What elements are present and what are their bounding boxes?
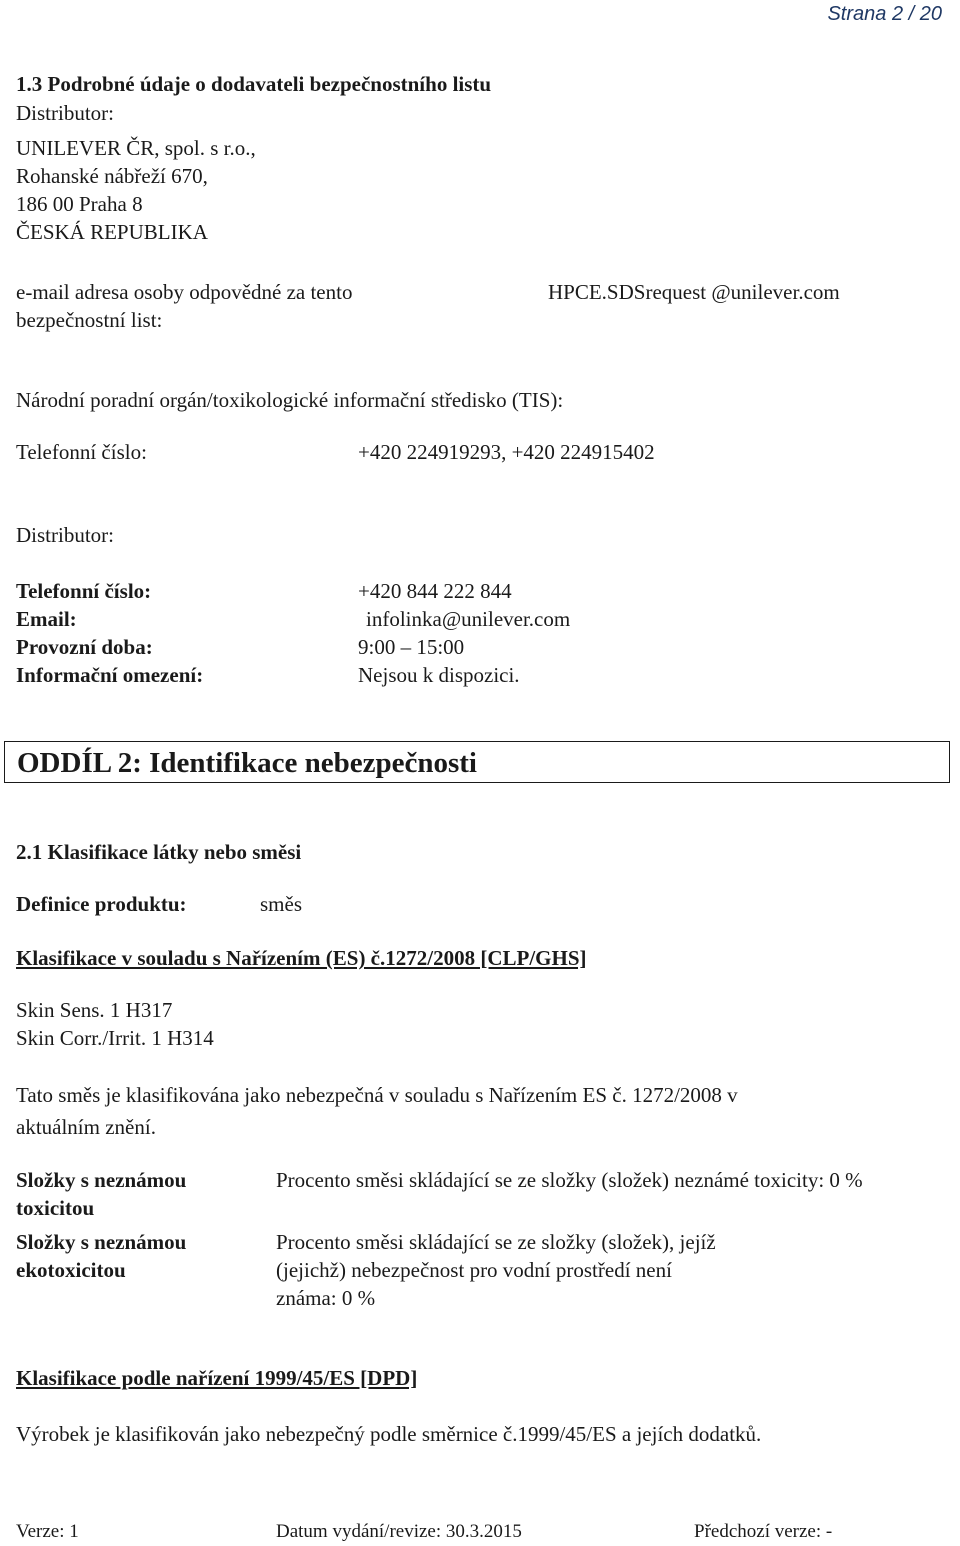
definition-value: směs bbox=[260, 892, 302, 916]
address-line: Rohanské nábřeží 670, bbox=[16, 164, 208, 188]
footer-previous-version: Předchozí verze: - bbox=[694, 1521, 833, 1542]
dpd-statement: Výrobek je klasifikován jako nebezpečný podle směrnice č.1999/45/ES a jejích dodatků. bbox=[16, 1422, 762, 1446]
hazard-class: Skin Corr./Irrit. 1 H314 bbox=[16, 1026, 214, 1050]
address-line: UNILEVER ČR, spol. s r.o., bbox=[16, 136, 256, 160]
unknown-ecotoxicity-label: ekotoxicitou bbox=[16, 1258, 126, 1282]
tis-heading: Národní poradní orgán/toxikologické informační středisko (TIS): bbox=[16, 388, 564, 412]
address-line: ČESKÁ REPUBLIKA bbox=[16, 220, 208, 244]
unknown-ecotoxicity-label: Složky s neznámou bbox=[16, 1230, 187, 1254]
address-line: 186 00 Praha 8 bbox=[16, 192, 143, 216]
page-number: Strana 2 / 20 bbox=[827, 3, 942, 25]
section-2-title: ODDÍL 2: Identifikace nebezpečnosti bbox=[17, 747, 477, 779]
hazard-class: Skin Sens. 1 H317 bbox=[16, 998, 173, 1022]
footer-version: Verze: 1 bbox=[16, 1521, 79, 1542]
email-label: bezpečnostní list: bbox=[16, 308, 163, 332]
contact-label: Email: bbox=[16, 607, 77, 631]
contact-value: infolinka@unilever.com bbox=[366, 607, 571, 631]
tis-phone-value: +420 224919293, +420 224915402 bbox=[358, 440, 655, 464]
classification-statement: Tato směs je klasifikována jako nebezpečná v souladu s Nařízením ES č. 1272/2008 v bbox=[16, 1083, 738, 1107]
distributor-contact-heading: Distributor: bbox=[16, 523, 114, 547]
clp-heading: Klasifikace v souladu s Nařízením (ES) č.1272/2008 [CLP/GHS] bbox=[16, 946, 587, 970]
unknown-ecotoxicity-value: známa: 0 % bbox=[276, 1286, 376, 1310]
dpd-heading: Klasifikace podle nařízení 1999/45/ES [DPD] bbox=[16, 1366, 418, 1390]
classification-subheading: 2.1 Klasifikace látky nebo směsi bbox=[16, 840, 302, 864]
email-value: HPCE.SDSrequest @unilever.com bbox=[548, 280, 840, 304]
unknown-ecotoxicity-value: (jejichž) nebezpečnost pro vodní prostředí není bbox=[276, 1258, 672, 1282]
unknown-toxicity-value: Procento směsi skládající se ze složky (složek) neznámé toxicity: 0 % bbox=[276, 1168, 863, 1192]
definition-label: Definice produktu: bbox=[16, 892, 187, 916]
unknown-ecotoxicity-value: Procento směsi skládající se ze složky (složek), jejíž bbox=[276, 1230, 716, 1254]
contact-label: Provozní doba: bbox=[16, 635, 153, 659]
section-2-box bbox=[4, 741, 950, 783]
distributor-label: Distributor: bbox=[16, 101, 114, 125]
contact-value: 9:00 – 15:00 bbox=[358, 635, 465, 659]
email-label: e-mail adresa osoby odpovědné za tento bbox=[16, 280, 353, 304]
contact-label: Informační omezení: bbox=[16, 663, 204, 687]
footer-issue-date: Datum vydání/revize: 30.3.2015 bbox=[276, 1521, 522, 1542]
supplier-heading: 1.3 Podrobné údaje o dodavateli bezpečnostního listu bbox=[16, 72, 492, 96]
unknown-toxicity-label: toxicitou bbox=[16, 1196, 95, 1220]
contact-value: +420 844 222 844 bbox=[358, 579, 512, 603]
contact-value: Nejsou k dispozici. bbox=[358, 663, 520, 687]
classification-statement: aktuálním znění. bbox=[16, 1115, 156, 1139]
contact-label: Telefonní číslo: bbox=[16, 579, 152, 603]
tis-phone-label: Telefonní číslo: bbox=[16, 440, 147, 464]
unknown-toxicity-label: Složky s neznámou bbox=[16, 1168, 187, 1192]
